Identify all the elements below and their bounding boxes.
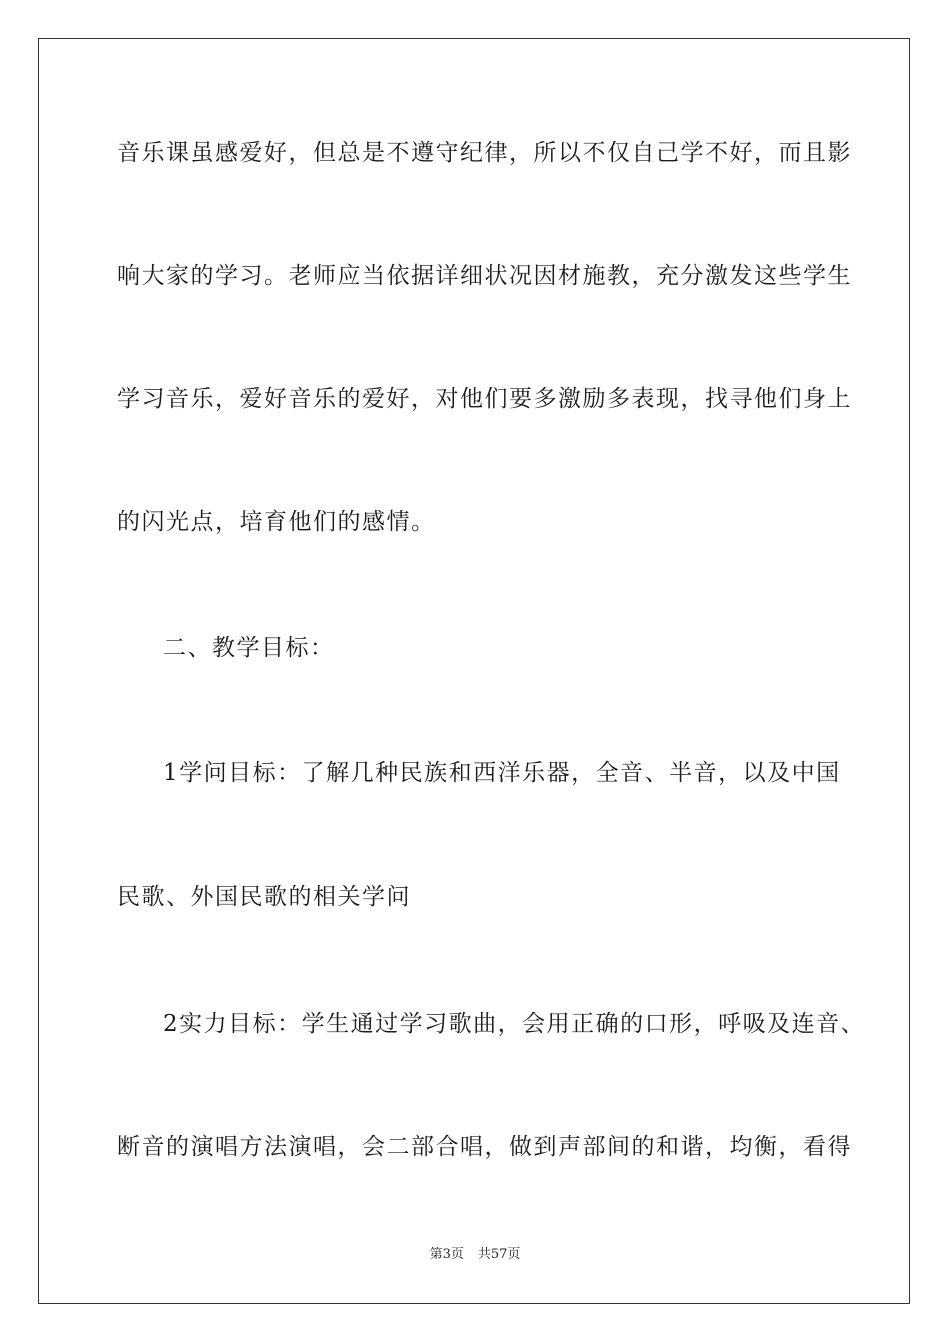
page-footer: [0, 1246, 950, 1264]
body-text-line: 的闪光点，培育他们的感情。: [117, 509, 436, 535]
body-text-line: 民歌、外国民歌的相关学问: [117, 884, 411, 910]
body-text-line: 断音的演唱方法演唱，会二部合唱，做到声部间的和谐，均衡，看得: [117, 1134, 852, 1160]
page-number-current: 第3页: [429, 1247, 464, 1262]
body-text-line: 2实力目标：学生通过学习歌曲，会用正确的口形，呼吸及连音、: [163, 1011, 866, 1037]
page-border: [38, 38, 910, 1304]
section-heading: 二、教学目标：: [163, 635, 335, 661]
page-number-total: 共57页: [477, 1247, 521, 1262]
body-text-line: 学习音乐，爱好音乐的爱好，对他们要多激励多表现，找寻他们身上: [117, 386, 852, 412]
body-text-line: 响大家的学习。老师应当依据详细状况因材施教，充分激发这些学生: [117, 263, 852, 289]
body-text-line: 1学问目标：了解几种民族和西洋乐器，全音、半音，以及中国: [163, 760, 841, 786]
body-text-line: 音乐课虽感爱好，但总是不遵守纪律，所以不仅自己学不好，而且影: [117, 140, 852, 166]
